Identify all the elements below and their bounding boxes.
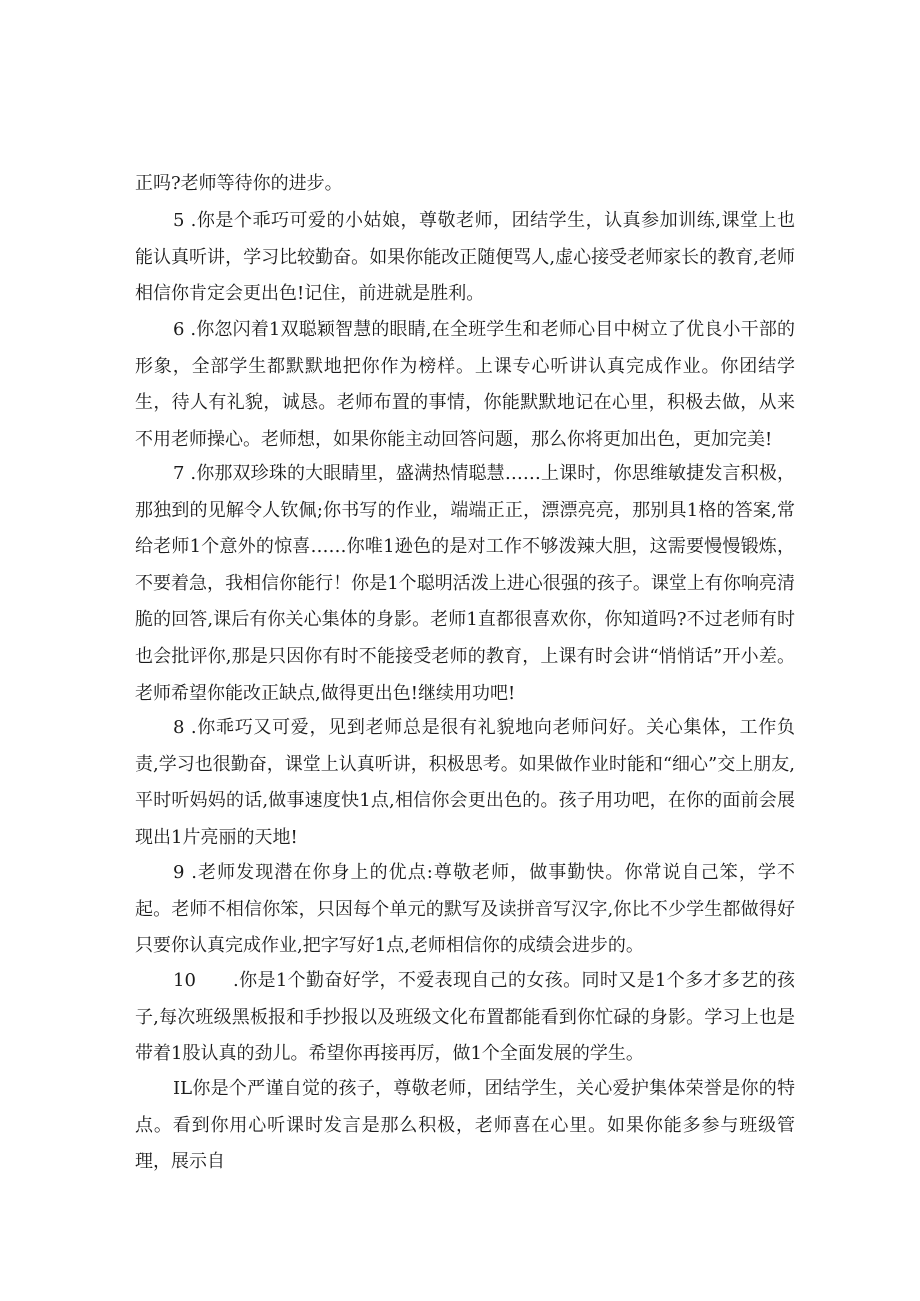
paragraph-comment-11: IL你是个严谨自觉的孩子，尊敬老师，团结学生，关心爱护集体荣誉是你的特点。看到你用心听课时发言是那么积极，老师喜在心里。如果你能多参与班级管理，展示自	[135, 1078, 795, 1173]
paragraph-comment-8: 8 .你乖巧又可爱，见到老师总是很有礼貌地向老师问好。关心集体，工作负责,学习也很勤奋，课堂上认真听讲，积极思考。如果做作业时能和“细心”交上朋友,平时听妈妈的话,做事速度快1点,相信你会更出色的。孩子用功吧，在你的面前会展现出1片亮丽的天地!	[135, 717, 795, 848]
paragraph-comment-6: 6 .你忽闪着1双聪颖智慧的眼睛,在全班学生和老师心目中树立了优良小干部的形象，全部学生都默默地把你作为榜样。上课专心听讲认真完成作业。你团结学生，待人有礼貌，诚恳。老师布置的事情，你能默默地记在心里，积极去做，从来不用老师操心。老师想，如果你能主动回答问题，那么你将更加出色，更加完美!	[135, 319, 795, 450]
paragraph-comment-10: 10 .你是1个勤奋好学，不爱表现自己的女孩。同时又是1个多才多艺的孩子,每次班级黑板报和手抄报以及班级文化布置都能看到你忙碌的身影。学习上也是带着1股认真的劲儿。希望你再接再厉，做1个全面发展的学生。	[135, 970, 795, 1065]
paragraph-continuation: 正吗?老师等待你的进步。	[135, 173, 343, 194]
paragraph-comment-9: 9 .老师发现潜在你身上的优点:尊敬老师，做事勤快。你常说自己笨，学不起。老师不相信你笨，只因每个单元的默写及读拼音写汉字,你比不少学生都做得好只要你认真完成作业,把字写好1点,老师相信你的成绩会进步的。	[135, 862, 795, 957]
paragraph-comment-7: 7 .你那双珍珠的大眼睛里，盛满热情聪慧……上课时，你思维敏捷发言积极，那独到的见解令人钦佩;你书写的作业，端端正正，漂漂亮亮，那别具1格的答案,常给老师1个意外的惊喜……你唯1逊色的是对工作不够泼辣大胆，这需要慢慢锻炼，不要着急，我相信你能行！你是1个聪明活泼上进心很强的孩子。课堂上有你响亮清脆的回答,课后有你关心集体的身影。老师1直都很喜欢你，你知道吗?不过老师有时也会批评你,那是只因你有时不能接受老师的教育，上课有时会讲“悄悄话”开小差。老师希望你能改正缺点,做得更出色!继续用功吧!	[135, 463, 795, 704]
paragraph-comment-5: 5 .你是个乖巧可爱的小姑娘，尊敬老师，团结学生，认真参加训练,课堂上也能认真听讲，学习比较勤奋。如果你能改正随便骂人,虚心接受老师家长的教育,老师相信你肯定会更出色!记住，前进就是胜利。	[135, 210, 795, 305]
